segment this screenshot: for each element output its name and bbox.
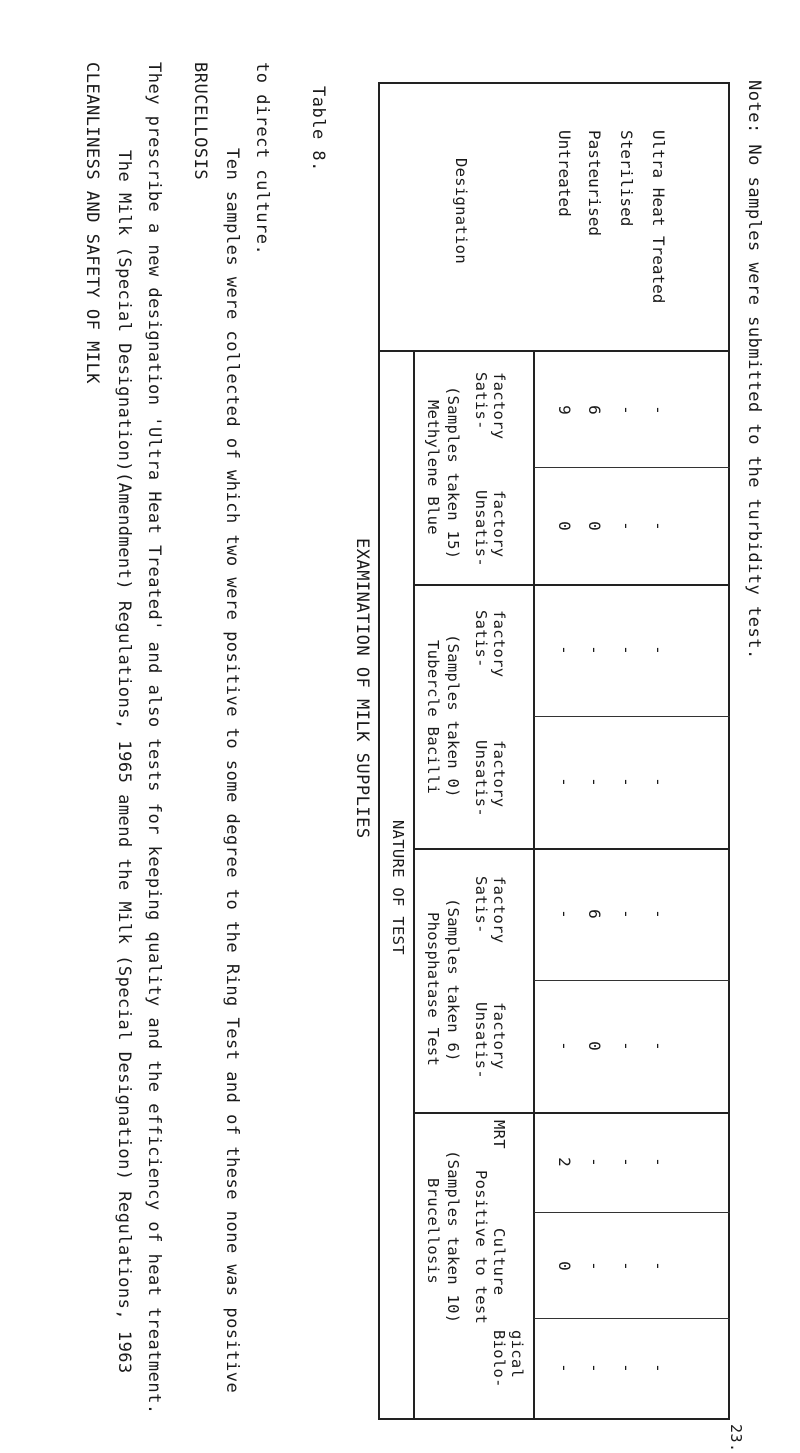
cell: 0	[585, 1041, 604, 1051]
phosphatase-samples: (Samples taken 6)	[444, 898, 462, 1062]
cell: -	[617, 909, 636, 919]
tb-unsatisfactory-2: factory	[490, 740, 508, 808]
cell: -	[555, 909, 574, 919]
br-biological-2: gical	[508, 1330, 526, 1379]
tb-satisfactory-2: factory	[490, 610, 508, 678]
table-label: Table 8.	[308, 86, 328, 172]
br-mrt: MRT	[490, 1120, 508, 1149]
cell: 6	[585, 405, 604, 415]
cell: 2	[555, 1157, 574, 1167]
brucellosis-heading: BRUCELLOSIS	[190, 62, 210, 181]
cell: -	[649, 521, 668, 531]
cell: -	[585, 1363, 604, 1373]
br-positive-to-test: Positive to test	[472, 1170, 490, 1325]
tubercle-bacilli-samples: (Samples taken 0)	[444, 634, 462, 798]
methylene-blue-header: Methylene Blue	[424, 400, 442, 535]
row-label-untreated: Untreated	[555, 130, 574, 217]
page-number: 23.	[727, 1424, 745, 1453]
cell: -	[555, 1363, 574, 1373]
cell: -	[585, 1157, 604, 1167]
mb-unsatisfactory-2: factory	[490, 490, 508, 558]
section-heading: CLEANLINESS AND SAFETY OF MILK	[82, 62, 102, 385]
paragraph-2-line-1: Ten samples were collected of which two were positive to some degree to the Ring Test and of these none was positive	[222, 148, 242, 1394]
mb-unsatisfactory-1: Unsatis-	[472, 490, 490, 568]
cell: -	[617, 521, 636, 531]
tb-satisfactory-1: Satis-	[472, 610, 490, 668]
cell: -	[649, 1261, 668, 1271]
tubercle-bacilli-header: Tubercle Bacilli	[424, 640, 442, 795]
cell: -	[585, 1261, 604, 1271]
row-label-ultra-heat-treated: Ultra Heat Treated	[649, 130, 668, 304]
brucellosis-header: Brucellosis	[424, 1178, 442, 1284]
designation-header: Designation	[452, 158, 470, 264]
ph-unsatisfactory-2: factory	[490, 1002, 508, 1070]
paragraph-1-line-1: The Milk (Special Designation)(Amendment) Regulations, 1965 amend the Milk (Special Designation) Regulations, 1963	[114, 150, 134, 1374]
row-label-pasteurised: Pasteurised	[585, 130, 604, 236]
nature-of-test-header: NATURE OF TEST	[389, 820, 407, 955]
mb-satisfactory-2: factory	[490, 372, 508, 440]
cell: -	[555, 645, 574, 655]
paragraph-1-line-2: They prescribe a new designation 'Ultra Heat Treated' and also tests for keeping quality and the efficiency of heat treatment.	[144, 62, 164, 1415]
ph-unsatisfactory-1: Unsatis-	[472, 1002, 490, 1080]
br-culture: Culture	[490, 1228, 508, 1296]
cell: -	[617, 1041, 636, 1051]
cell: -	[617, 1363, 636, 1373]
cell: -	[617, 405, 636, 415]
tb-unsatisfactory-1: Unsatis-	[472, 740, 490, 818]
cell: 0	[585, 521, 604, 531]
cell: -	[649, 405, 668, 415]
cell: -	[649, 1041, 668, 1051]
br-biological-1: Biolo-	[490, 1330, 508, 1388]
phosphatase-header: Phosphatase Test	[424, 912, 442, 1067]
cell: -	[649, 1363, 668, 1373]
cell: -	[585, 777, 604, 787]
mb-satisfactory-1: Satis-	[472, 372, 490, 430]
cell: 0	[555, 1261, 574, 1271]
footnote: Note: No samples were submitted to the turbidity test.	[744, 80, 764, 660]
cell: -	[649, 1157, 668, 1167]
cell: -	[649, 777, 668, 787]
cell: -	[617, 1261, 636, 1271]
cell: -	[585, 645, 604, 655]
cell: -	[617, 645, 636, 655]
cell: 0	[555, 521, 574, 531]
ph-satisfactory-2: factory	[490, 876, 508, 944]
ph-satisfactory-1: Satis-	[472, 876, 490, 934]
cell: -	[617, 777, 636, 787]
methylene-blue-samples: (Samples taken 15)	[444, 386, 462, 560]
cell: -	[649, 645, 668, 655]
cell: -	[617, 1157, 636, 1167]
row-label-sterilised: Sterilised	[617, 130, 636, 227]
paragraph-2-line-2: to direct culture.	[252, 62, 272, 256]
cell: 6	[585, 909, 604, 919]
cell: -	[555, 777, 574, 787]
table-title: EXAMINATION OF MILK SUPPLIES	[352, 538, 372, 839]
cell: -	[555, 1041, 574, 1051]
brucellosis-samples: (Samples taken 10)	[444, 1150, 462, 1324]
cell: 9	[555, 405, 574, 415]
cell: -	[649, 909, 668, 919]
